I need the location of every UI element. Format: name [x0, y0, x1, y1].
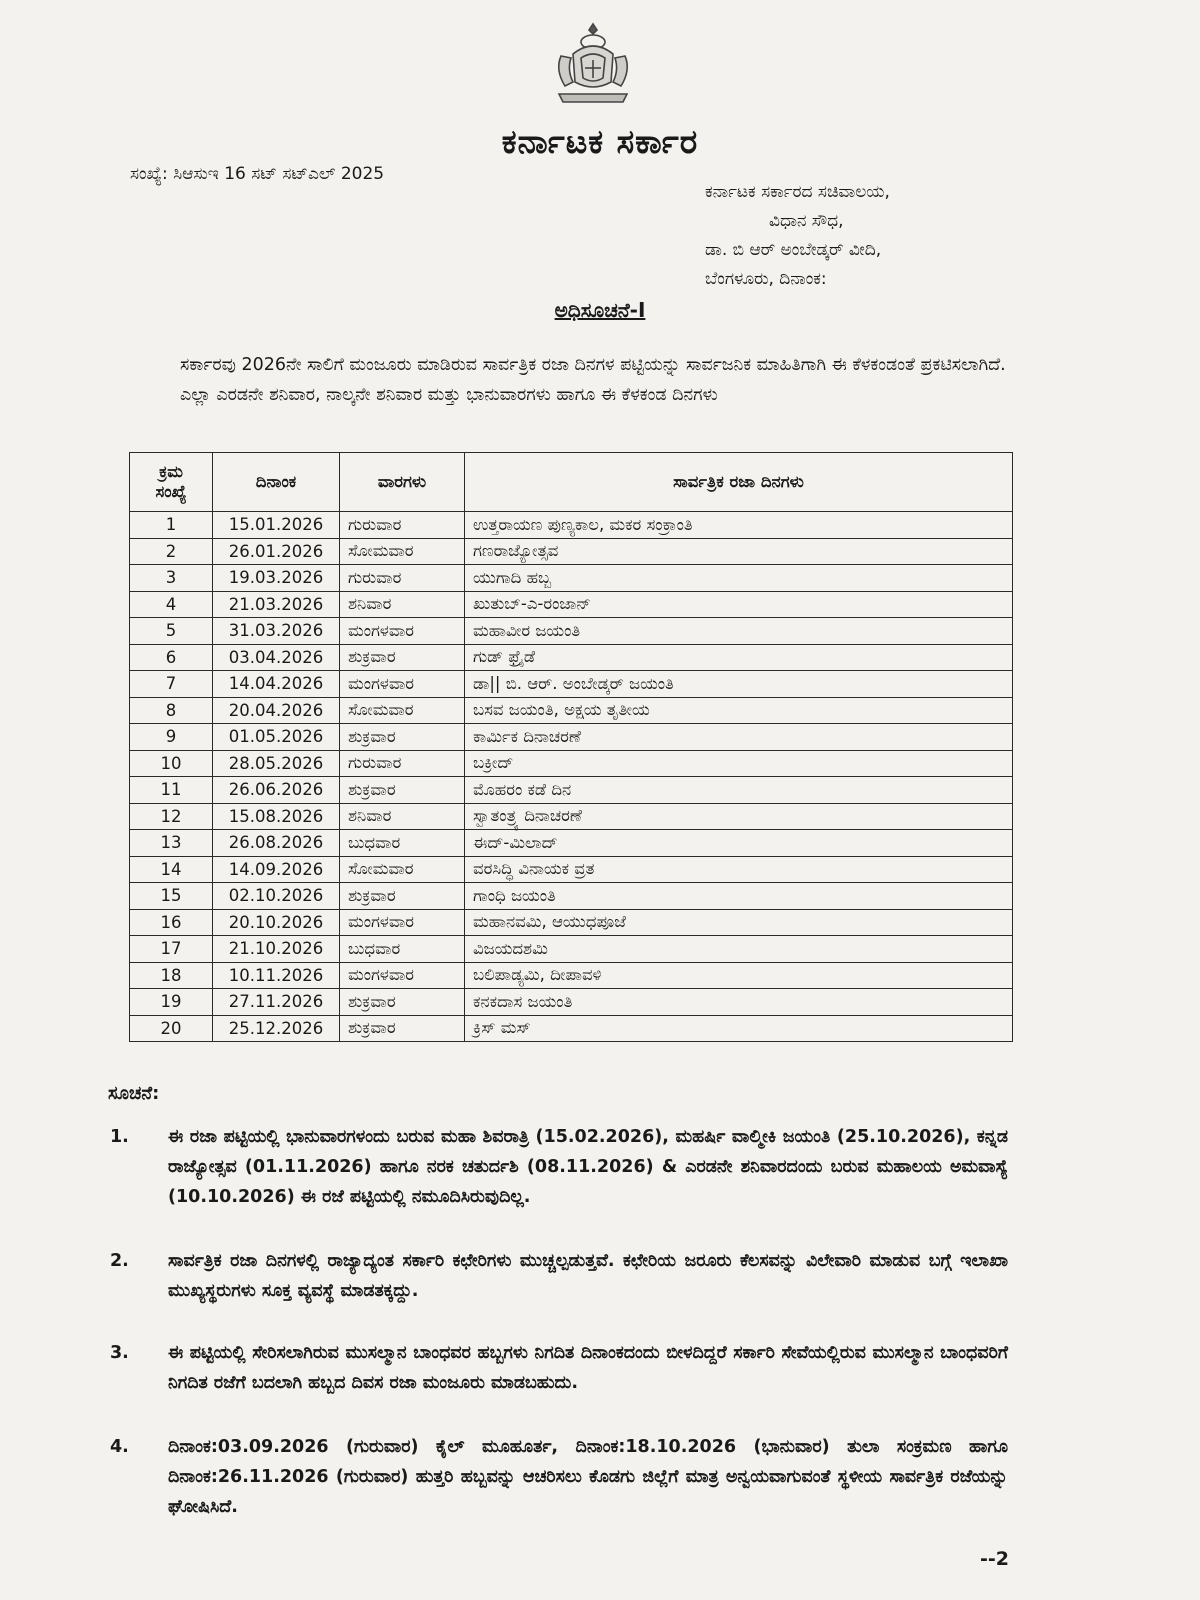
holiday-cell: ಮಹಾನವಮಿ, ಆಯುಧಪೂಜೆ: [465, 909, 1013, 936]
table-row: [130, 591, 1013, 618]
date-cell: 31.03.2026: [213, 618, 340, 645]
office-address: [705, 178, 890, 294]
serial-cell: 6: [130, 644, 213, 671]
date-cell: 20.10.2026: [213, 909, 340, 936]
serial-cell: 15: [130, 883, 213, 910]
date-cell: 27.11.2026: [213, 989, 340, 1016]
table-row: [130, 936, 1013, 963]
day-cell: ಶನಿವಾರ: [340, 591, 465, 618]
column-header-date: ದಿನಾಂಕ: [213, 453, 340, 512]
day-cell: ಬುಧವಾರ: [340, 830, 465, 857]
holiday-cell: ಡಾ|| ಬಿ. ಆರ್. ಅಂಬೇಡ್ಕರ್ ಜಯಂತಿ: [465, 671, 1013, 698]
table-row: [130, 909, 1013, 936]
table-row: [130, 856, 1013, 883]
table-row: [130, 883, 1013, 910]
note-text: ಈ ರಜಾ ಪಟ್ಟಿಯಲ್ಲಿ ಭಾನುವಾರಗಳಂದು ಬರುವ ಮಹಾ ಶಿವರಾತ್ರಿ (15.02.2026), ಮಹರ್ಷಿ ವಾಲ್ಮೀಕಿ ಜಯಂತಿ (25.10.2026), ಕನ್ನಡ ರಾಜ್ಯೋತ್ಸವ (01.11.2026) ಹಾಗೂ ನರಕ ಚತುರ್ದಶಿ (08.11.2026) & ಎರಡನೇ ಶನಿವಾರದಂದು ಬರುವ ಮಹಾಲಯ ಅಮವಾಸ್ಯೆ (10.10.2026) ಈ ರಜೆ ಪಟ್ಟಿಯಲ್ಲಿ ನಮೂದಿಸಿರುವುದಿಲ್ಲ.: [168, 1127, 1008, 1207]
intro-text: [132, 350, 1022, 410]
date-cell: 26.01.2026: [213, 538, 340, 565]
note-item: [110, 1122, 1008, 1212]
serial-cell: 7: [130, 671, 213, 698]
date-cell: 26.08.2026: [213, 830, 340, 857]
note-item: [110, 1246, 1008, 1306]
address-line: ಕರ್ನಾಟಕ ಸರ್ಕಾರದ ಸಚಿವಾಲಯ,: [705, 182, 890, 202]
table-row: [130, 750, 1013, 777]
serial-cell: 12: [130, 803, 213, 830]
day-cell: ಶುಕ್ರವಾರ: [340, 883, 465, 910]
column-header-day: ವಾರಗಳು: [340, 453, 465, 512]
holiday-cell: ಬಲಿಪಾಡ್ಯಮಿ, ದೀಪಾವಳಿ: [465, 962, 1013, 989]
date-cell: 15.08.2026: [213, 803, 340, 830]
holiday-cell: ವಿಜಯದಶಮಿ: [465, 936, 1013, 963]
serial-cell: 2: [130, 538, 213, 565]
table-row: [130, 538, 1013, 565]
holiday-cell: ವರಸಿದ್ಧಿ ವಿನಾಯಕ ವ್ರತ: [465, 856, 1013, 883]
notification-title: ಅಧಿಸೂಚನೆ-I: [554, 298, 646, 322]
note-number: 2.: [110, 1251, 129, 1271]
day-cell: ಸೋಮವಾರ: [340, 856, 465, 883]
day-cell: ಸೋಮವಾರ: [340, 538, 465, 565]
note-text: ಈ ಪಟ್ಟಿಯಲ್ಲಿ ಸೇರಿಸಲಾಗಿರುವ ಮುಸಲ್ಮಾನ ಬಾಂಧವರ ಹಬ್ಬಗಳು ನಿಗದಿತ ದಿನಾಂಕದಂದು ಬೀಳದಿದ್ದರೆ ಸರ್ಕಾರಿ ಸೇವೆಯಲ್ಲಿರುವ ಮುಸಲ್ಮಾನ ಬಾಂಧವರಿಗೆ ನಿಗದಿತ ರಜೆಗೆ ಬದಲಾಗಿ ಹಬ್ಬದ ದಿವಸ ರಜಾ ಮಂಜೂರು ಮಾಡಬಹುದು.: [168, 1343, 1008, 1393]
serial-cell: 19: [130, 989, 213, 1016]
reference-number: ಸಂಖ್ಯೆ: ಸಿಆಸುಇ 16 ಸಟ್‌ ಸಟ್‌ಎಲ್‌ 2025: [130, 164, 385, 184]
holiday-cell: ಯುಗಾದಿ ಹಬ್ಬ: [465, 565, 1013, 592]
date-cell: 14.09.2026: [213, 856, 340, 883]
intro-paragraph: ಎಲ್ಲಾ ಎರಡನೇ ಶನಿವಾರ, ನಾಲ್ಕನೇ ಶನಿವಾರ ಮತ್ತು ಭಾನುವಾರಗಳು ಹಾಗೂ ಈ ಕೆಳಕಂಡ ದಿನಗಳು: [180, 385, 718, 405]
table-row: [130, 618, 1013, 645]
day-cell: ಸೋಮವಾರ: [340, 697, 465, 724]
day-cell: ಶನಿವಾರ: [340, 803, 465, 830]
day-cell: ಮಂಗಳವಾರ: [340, 909, 465, 936]
column-header-holiday: ಸಾರ್ವತ್ರಿಕ ರಜಾ ದಿನಗಳು: [465, 453, 1013, 512]
day-cell: ಶುಕ್ರವಾರ: [340, 777, 465, 804]
address-line: ಬೆಂಗಳೂರು, ದಿನಾಂಕ:: [705, 269, 827, 289]
holiday-cell: ಸ್ವಾತಂತ್ರ್ಯ ದಿನಾಚರಣೆ: [465, 803, 1013, 830]
intro-paragraph: ಸರ್ಕಾರವು 2026ನೇ ಸಾಲಿಗೆ ಮಂಜೂರು ಮಾಡಿರುವ ಸಾರ್ವತ್ರಿಕ ರಜಾ ದಿನಗಳ ಪಟ್ಟಿಯನ್ನು ಸಾರ್ವಜನಿಕ ಮಾಹಿತಿಗಾಗಿ ಈ ಕೆಳಕಂಡಂತೆ ಪ್ರಕಟಿಸಲಾಗಿದೆ.: [180, 355, 1006, 375]
note-item: [110, 1338, 1008, 1398]
government-title: ಕರ್ನಾಟಕ ಸರ್ಕಾರ: [501, 122, 699, 161]
day-cell: ಗುರುವಾರ: [340, 750, 465, 777]
holiday-cell: ಖುತುಬ್-ಎ-ರಂಜಾನ್: [465, 591, 1013, 618]
notes-heading: ಸೂಚನೆ:: [108, 1083, 160, 1104]
holiday-table-body: [130, 512, 1013, 1042]
note-item: [110, 1432, 1008, 1522]
date-cell: 25.12.2026: [213, 1015, 340, 1042]
holiday-cell: ಬಕ್ರೀದ್: [465, 750, 1013, 777]
table-row: [130, 565, 1013, 592]
holiday-cell: ಗಣರಾಜ್ಯೋತ್ಸವ: [465, 538, 1013, 565]
table-row: [130, 644, 1013, 671]
day-cell: ಮಂಗಳವಾರ: [340, 962, 465, 989]
holiday-cell: ಉತ್ತರಾಯಣ ಪುಣ್ಯಕಾಲ, ಮಕರ ಸಂಕ್ರಾಂತಿ: [465, 512, 1013, 539]
serial-cell: 8: [130, 697, 213, 724]
date-cell: 03.04.2026: [213, 644, 340, 671]
serial-cell: 1: [130, 512, 213, 539]
note-text: ಸಾರ್ವತ್ರಿಕ ರಜಾ ದಿನಗಳಲ್ಲಿ ರಾಜ್ಯಾದ್ಯಂತ ಸರ್ಕಾರಿ ಕಛೇರಿಗಳು ಮುಚ್ಚಲ್ಪಡುತ್ತವೆ. ಕಛೇರಿಯ ಜರೂರು ಕೆಲಸವನ್ನು ವಿಲೇವಾರಿ ಮಾಡುವ ಬಗ್ಗೆ ಇಲಾಖಾ ಮುಖ್ಯಸ್ಥರುಗಳು ಸೂಕ್ತ ವ್ಯವಸ್ಥೆ ಮಾಡತಕ್ಕದ್ದು.: [168, 1251, 1008, 1301]
header-text: ಕ್ರಮ: [159, 462, 183, 481]
serial-cell: 20: [130, 1015, 213, 1042]
day-cell: ಮಂಗಳವಾರ: [340, 671, 465, 698]
day-cell: ಗುರುವಾರ: [340, 512, 465, 539]
serial-cell: 11: [130, 777, 213, 804]
address-line: ವಿಧಾನ ಸೌಧ,: [769, 211, 844, 231]
holiday-cell: ಗಾಂಧಿ ಜಯಂತಿ: [465, 883, 1013, 910]
holiday-cell: ಕ್ರಿಸ್ ಮಸ್: [465, 1015, 1013, 1042]
day-cell: ಶುಕ್ರವಾರ: [340, 989, 465, 1016]
serial-cell: 14: [130, 856, 213, 883]
holiday-cell: ಮಹಾವೀರ ಜಯಂತಿ: [465, 618, 1013, 645]
serial-cell: 4: [130, 591, 213, 618]
date-cell: 14.04.2026: [213, 671, 340, 698]
holiday-cell: ಬಸವ ಜಯಂತಿ, ಅಕ್ಷಯ ತೃತೀಯ: [465, 697, 1013, 724]
holiday-cell: ಗುಡ್ ಫ್ರೈಡೆ: [465, 644, 1013, 671]
table-row: [130, 697, 1013, 724]
day-cell: ಶುಕ್ರವಾರ: [340, 644, 465, 671]
state-emblem-icon: [551, 20, 635, 106]
day-cell: ಮಂಗಳವಾರ: [340, 618, 465, 645]
holiday-cell: ಕನಕದಾಸ ಜಯಂತಿ: [465, 989, 1013, 1016]
serial-cell: 3: [130, 565, 213, 592]
table-row: [130, 1015, 1013, 1042]
note-number: 1.: [110, 1127, 129, 1147]
date-cell: 19.03.2026: [213, 565, 340, 592]
date-cell: 15.01.2026: [213, 512, 340, 539]
page-continuation: --2: [980, 1548, 1009, 1570]
holiday-cell: ಈದ್-ಮಿಲಾದ್: [465, 830, 1013, 857]
note-number: 4.: [110, 1437, 129, 1457]
date-cell: 01.05.2026: [213, 724, 340, 751]
table-row: [130, 830, 1013, 857]
date-cell: 21.03.2026: [213, 591, 340, 618]
date-cell: 10.11.2026: [213, 962, 340, 989]
date-cell: 20.04.2026: [213, 697, 340, 724]
table-row: [130, 989, 1013, 1016]
table-header-row: [130, 453, 1013, 512]
column-header-serial: [130, 453, 213, 512]
table-row: [130, 724, 1013, 751]
day-cell: ಶುಕ್ರವಾರ: [340, 724, 465, 751]
header-text: ಸಂಖ್ಯೆ: [155, 482, 187, 501]
serial-cell: 13: [130, 830, 213, 857]
table-row: [130, 962, 1013, 989]
date-cell: 26.06.2026: [213, 777, 340, 804]
serial-cell: 5: [130, 618, 213, 645]
serial-cell: 18: [130, 962, 213, 989]
holiday-cell: ಮೊಹರಂ ಕಡೆ ದಿನ: [465, 777, 1013, 804]
day-cell: ಬುಧವಾರ: [340, 936, 465, 963]
table-row: [130, 803, 1013, 830]
date-cell: 21.10.2026: [213, 936, 340, 963]
table-row: [130, 777, 1013, 804]
serial-cell: 17: [130, 936, 213, 963]
serial-cell: 10: [130, 750, 213, 777]
note-text: ದಿನಾಂಕ:03.09.2026 (ಗುರುವಾರ) ಕೈಲ್ ಮೂಹೂರ್ತ, ದಿನಾಂಕ:18.10.2026 (ಭಾನುವಾರ) ತುಲಾ ಸಂಕ್ರಮಣ ಹಾಗೂ ದಿನಾಂಕ:26.11.2026 (ಗುರುವಾರ) ಹುತ್ತರಿ ಹಬ್ಬವನ್ನು ಆಚರಿಸಲು ಕೊಡಗು ಜಿಲ್ಲೆಗೆ ಮಾತ್ರ ಅನ್ವಯವಾಗುವಂತೆ ಸ್ಥಳೀಯ ಸಾರ್ವತ್ರಿಕ ರಜೆಯನ್ನು ಘೋಷಿಸಿದೆ.: [168, 1437, 1008, 1517]
address-line: ಡಾ. ಬಿ ಆರ್ ಅಂಬೇಡ್ಕರ್ ವೀದಿ,: [705, 240, 882, 260]
note-number: 3.: [110, 1343, 129, 1363]
date-cell: 02.10.2026: [213, 883, 340, 910]
table-row: [130, 512, 1013, 539]
date-cell: 28.05.2026: [213, 750, 340, 777]
holiday-cell: ಕಾರ್ಮಿಕ ದಿನಾಚರಣೆ: [465, 724, 1013, 751]
day-cell: ಶುಕ್ರವಾರ: [340, 1015, 465, 1042]
holiday-table: [129, 452, 1013, 1042]
day-cell: ಗುರುವಾರ: [340, 565, 465, 592]
serial-cell: 16: [130, 909, 213, 936]
table-row: [130, 671, 1013, 698]
serial-cell: 9: [130, 724, 213, 751]
